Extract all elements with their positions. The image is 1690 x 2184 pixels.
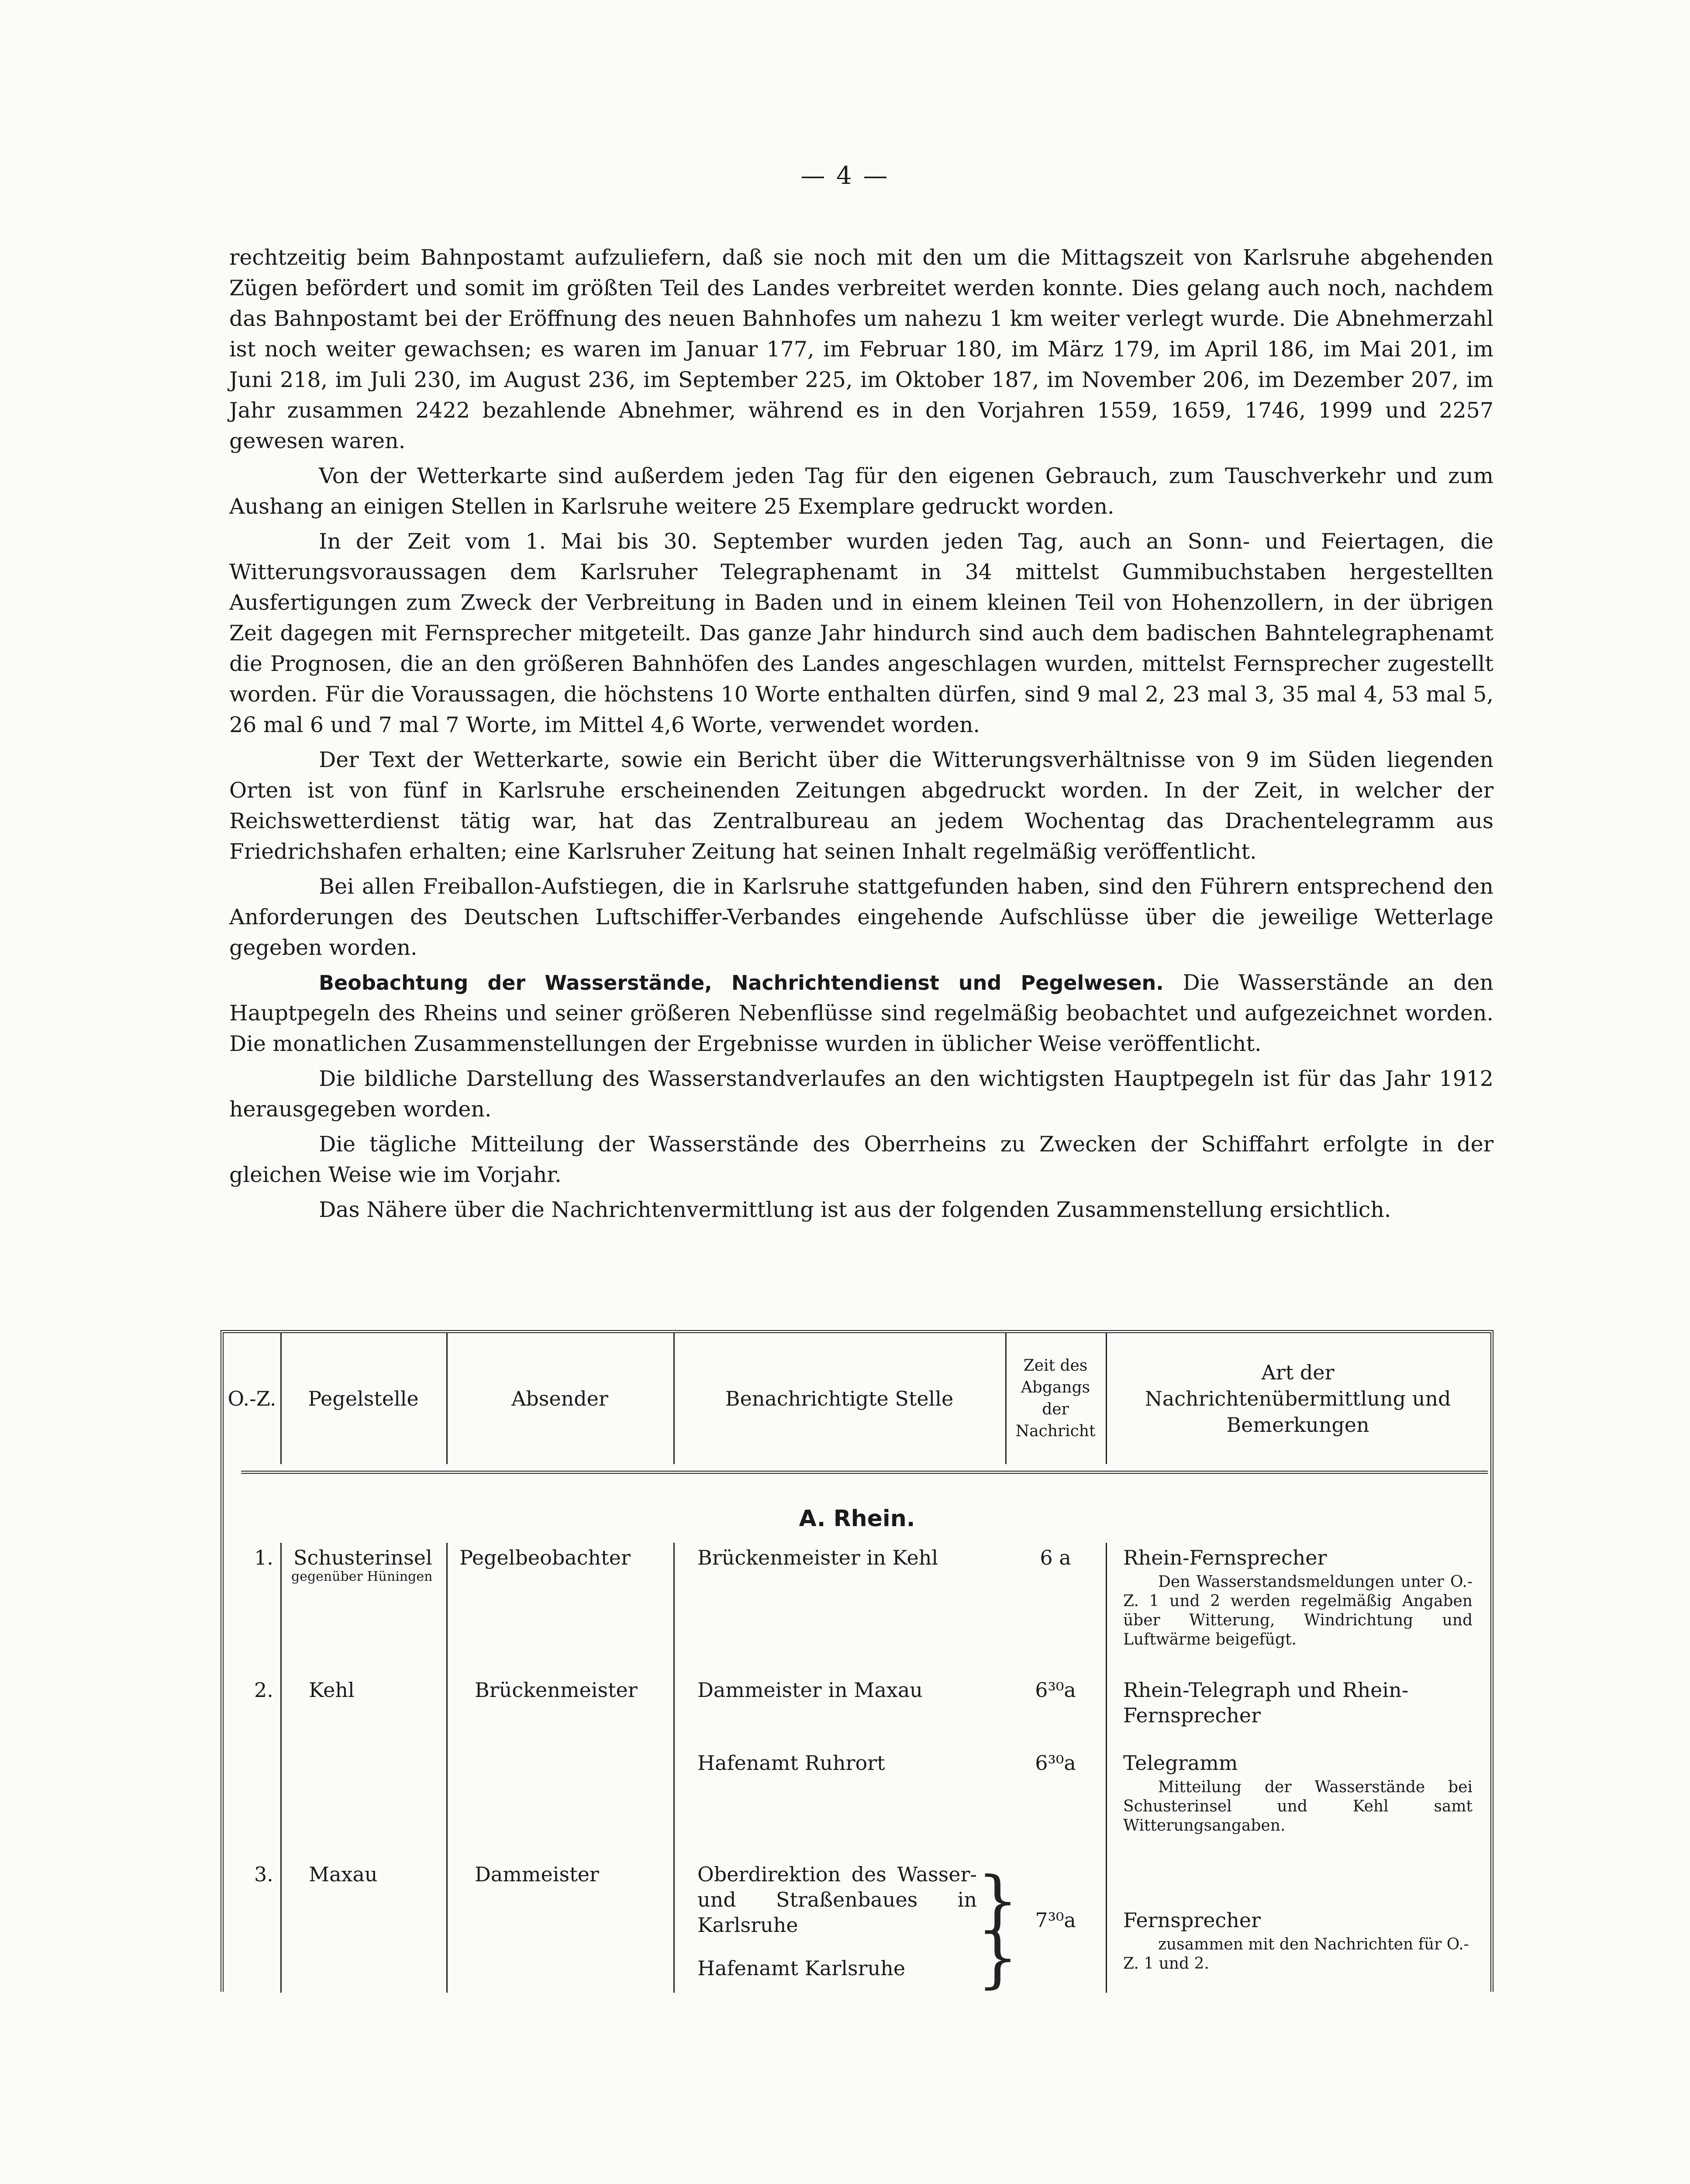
column-divider (446, 1543, 448, 1993)
section-intro: Die Wasserstände an den Hauptpegeln des Rheins und seiner größeren Nebenflüsse sind regelmäßig beobachtet und aufgezeichnet worden. Die monatlichen Zusammenstellungen der Ergebnisse wurden in üblicher Weise veröffentlicht. (229, 970, 1493, 1056)
paragraph: Der Text der Wetterkarte, sowie ein Bericht über die Witterungsverhältnisse von 9 im Süden liegenden Orten ist von fünf in Karlsruhe erscheinenden Zeitungen abgedruckt worden. In der Zeit, in welcher der Reichswetterdienst tätig war, hat das Zentralbureau an jedem Wochentag das Drachentelegramm aus Friedrichshafen erhalten; eine Karlsruher Zeitung hat seinen Inhalt regelmäßig veröffentlicht. (229, 747, 1493, 864)
table-section-title: A. Rhein. (799, 1506, 915, 1532)
column-divider (673, 1333, 675, 1464)
row-art: Rhein-Fernsprecher (1123, 1546, 1327, 1569)
row-stelle-secondary: Hafenamt Karlsruhe (697, 1956, 906, 1980)
paragraph: rechtzeitig beim Bahnpostamt aufzuliefern, daß sie noch mit den um die Mittagszeit von Karlsruhe abgehenden Zügen befördert und somit im größten Teil des Landes verbreitet werden konnte. Dies gelang auch noch, nachdem das Bahnpostamt bei der Eröffnung des neuen Bahnhofes um nahezu 1 km weiter verlegt wurde. Die Abnehmerzahl ist noch weiter gewachsen; es waren im Januar 177, im Februar 180, im März 179, im April 186, im Mai 201, im Juni 218, im Juli 230, im August 236, im September 225, im Oktober 187, im November 206, im Dezember 207, im Jahr zusammen 2422 bezahlende Abnehmer, während es in den Vorjahren 1559, 1659, 1746, 1999 und 2257 gewesen waren. (229, 245, 1493, 453)
row-oz: 2. (254, 1678, 273, 1702)
brace-icon: } (977, 1863, 1019, 1939)
section-heading: Beobachtung der Wasserstände, Nachrichtendienst und Pegelwesen. (319, 971, 1164, 995)
row-absender: Pegelbeobachter (459, 1546, 631, 1569)
header-art: Art der Nachrichtenübermittlung und Bemerkungen (1145, 1361, 1451, 1437)
row-pegelstelle-sub: gegenüber Hüningen (291, 1569, 433, 1584)
column-divider (446, 1333, 448, 1464)
page-number: — 4 — (800, 162, 890, 190)
row-stelle: Hafenamt Ruhrort (697, 1751, 885, 1775)
row-zeit: 6³⁰a (1035, 1751, 1076, 1775)
paragraph: Die bildliche Darstellung des Wasserstandverlaufes an den wichtigsten Hauptpegeln ist für das Jahr 1912 herausgegeben worden. (229, 1066, 1493, 1122)
column-divider (280, 1333, 282, 1464)
column-divider (1106, 1333, 1107, 1464)
paragraph: In der Zeit vom 1. Mai bis 30. September wurden jeden Tag, auch an Sonn- und Feiertagen, die Witterungsvoraussagen dem Karlsruher Telegraphenamt in 34 mittelst Gummibuchstaben hergestellten Ausfertigungen zum Zweck der Verbreitung in Baden und in einem kleinen Teil von Hohenzollern, in der übrigen Zeit dagegen mit Fernsprecher mitgeteilt. Das ganze Jahr hindurch sind auch dem badischen Bahntelegraphenamt die Prognosen, die an den größeren Bahnhöfen des Landes angeschlagen wurden, mittelst Fernsprecher zugestellt worden. Für die Voraussagen, die höchstens 10 Worte enthalten dürfen, sind 9 mal 2, 23 mal 3, 35 mal 4, 53 mal 5, 26 mal 6 und 7 mal 7 Worte, im Mittel 4,6 Worte, verwendet worden. (229, 529, 1493, 737)
column-divider (673, 1543, 675, 1993)
row-art: Rhein-Telegraph und Rhein-Fernsprecher (1123, 1678, 1409, 1727)
column-divider (280, 1543, 282, 1993)
header-pegelstelle: Pegelstelle (308, 1387, 419, 1410)
row-oz: 1. (254, 1546, 273, 1569)
column-divider (1106, 1543, 1107, 1993)
row-note: Den Wasserstandsmeldungen unter O.-Z. 1 und 2 werden regelmäßig Angaben über Witterung, Windrichtung und Luftwärme beigefügt. (1123, 1573, 1473, 1648)
row-absender: Brückenmeister (475, 1678, 638, 1702)
table-header-row (224, 1333, 1490, 1464)
row-stelle: Brückenmeister in Kehl (697, 1546, 938, 1569)
header-rule (241, 1471, 1488, 1474)
row-oz: 3. (254, 1863, 273, 1886)
header-zeit: Zeit des Abgangs der Nachricht (1015, 1357, 1096, 1440)
row-absender: Dammeister (475, 1863, 599, 1886)
row-zeit: 6³⁰a (1035, 1678, 1076, 1702)
column-divider (1005, 1333, 1007, 1464)
header-stelle: Benachrichtigte Stelle (725, 1387, 954, 1410)
row-stelle: Oberdirektion des Wasser- und Straßenbaues in Karlsruhe (697, 1863, 977, 1937)
paragraph: Die tägliche Mitteilung der Wasserstände des Oberrheins zu Zwecken der Schiffahrt erfolgte in der gleichen Weise wie im Vorjahr. (229, 1132, 1493, 1187)
header-absender: Absender (511, 1387, 608, 1410)
paragraph: Von der Wetterkarte sind außerdem jeden Tag für den eigenen Gebrauch, zum Tauschverkehr und zum Aushang an einigen Stellen in Karlsruhe weitere 25 Exemplare gedruckt worden. (229, 463, 1493, 519)
row-pegelstelle: Maxau (309, 1863, 378, 1886)
paragraph: Das Nähere über die Nachrichtenvermittlung ist aus der folgenden Zusammenstellung ersichtlich. (319, 1197, 1391, 1222)
row-art: Telegramm (1123, 1751, 1238, 1775)
row-zeit: 7³⁰a (1035, 1908, 1076, 1932)
row-note: Mitteilung der Wasserstände bei Schusterinsel und Kehl samt Witterungsangaben. (1123, 1778, 1473, 1835)
section-paragraph (229, 968, 1493, 1059)
body-text (229, 242, 1493, 1230)
paragraph: Bei allen Freiballon-Aufstiegen, die in Karlsruhe stattgefunden haben, sind den Führern entsprechend den Anforderungen des Deutschen Luftschiffer-Verbandes eingehende Aufschlüsse über die jeweilige Wetterlage gegeben worden. (229, 874, 1493, 960)
row-zeit: 6 a (1040, 1546, 1071, 1569)
header-oz: O.-Z. (228, 1387, 276, 1410)
row-art: Fernsprecher (1123, 1908, 1261, 1932)
row-pegelstelle: Kehl (309, 1678, 355, 1702)
row-pegelstelle: Schusterinsel (293, 1546, 432, 1569)
row-stelle: Dammeister in Maxau (697, 1678, 923, 1702)
row-note: zusammen mit den Nachrichten für O.-Z. 1 und 2. (1123, 1935, 1469, 1973)
brace-icon: } (977, 1920, 1019, 1996)
news-table (221, 1330, 1493, 1996)
